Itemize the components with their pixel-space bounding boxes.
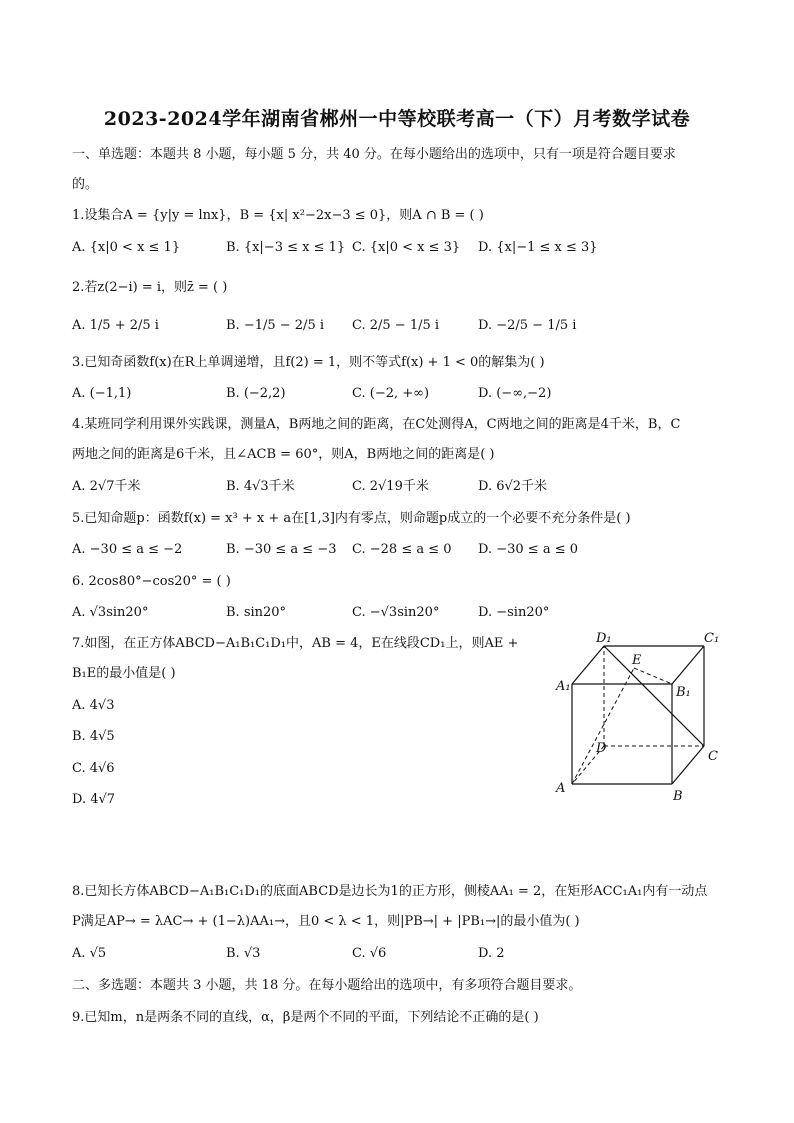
label-B1: B₁ <box>676 685 691 700</box>
question-3-stem: 3.已知奇函数f(x)在R上单调递增，且f(2) = 1，则不等式f(x) + 1 < 0的解集为( ) <box>72 355 545 370</box>
section2-header: 二、多选题：本题共 3 小题，共 18 分。在每小题给出的选项中，有多项符合题目要求。 <box>72 978 582 993</box>
question-1-option-a: A. {x|0 < x ≤ 1} <box>72 240 181 255</box>
question-2-stem: 2.若z(2−i) = i，则z̄ = ( ) <box>72 280 228 295</box>
question-7-option-c: C. 4√6 <box>72 761 115 776</box>
question-4-stem-line1: 4.某班同学利用课外实践课，测量A，B两地之间的距离，在C处测得A，C两地之间的距离是4千米，B，C <box>72 417 681 432</box>
question-1-stem: 1.设集合A = {y|y = lnx}，B = {x| x²−2x−3 ≤ 0}，则A ∩ B = ( ) <box>72 208 484 223</box>
cube-figure <box>552 628 732 804</box>
question-2-option-d: D. −2/5 − 1/5 i <box>478 318 577 333</box>
label-C1: C₁ <box>704 631 720 646</box>
section1-header-line1: 一、单选题：本题共 8 小题，每小题 5 分，共 40 分。在每小题给出的选项中，只有一项是符合题目要求 <box>72 147 676 162</box>
question-4-stem-line2: 两地之间的距离是6千米，且∠ACB = 60°，则A，B两地之间的距离是( ) <box>72 447 495 462</box>
question-7-stem-line1: 7.如图，在正方体ABCD−A₁B₁C₁D₁中，AB = 4，E在线段CD₁上，则AE + <box>72 636 519 651</box>
question-2-option-b: B. −1/5 − 2/5 i <box>226 318 325 333</box>
label-D: D <box>596 741 607 756</box>
question-1-option-c: C. {x|0 < x ≤ 3} <box>352 240 461 255</box>
question-4-option-a: A. 2√7千米 <box>72 479 141 494</box>
question-7-option-a: A. 4√3 <box>72 698 115 713</box>
page-title: 2023-2024学年湖南省郴州一中等校联考高一（下）月考数学试卷 <box>103 108 691 130</box>
question-6-option-a: A. √3sin20° <box>72 605 149 620</box>
question-2-option-c: C. 2/5 − 1/5 i <box>352 318 440 333</box>
question-2-option-a: A. 1/5 + 2/5 i <box>72 318 159 333</box>
label-C: C <box>708 749 718 764</box>
question-6-option-b: B. sin20° <box>226 605 287 620</box>
question-3-option-d: D. (−∞,−2) <box>478 386 552 401</box>
question-3-option-c: C. (−2, +∞) <box>352 386 430 401</box>
label-D1: D₁ <box>596 631 612 646</box>
question-8-stem-line2: P满足AP→ = λAC→ + (1−λ)AA₁→，且0 < λ < 1，则|PB→| + |PB₁→|的最小值为( ) <box>72 914 580 929</box>
question-4-option-d: D. 6√2千米 <box>478 479 548 494</box>
question-3-option-a: A. (−1,1) <box>72 386 132 401</box>
label-A1: A₁ <box>556 679 571 694</box>
question-4-option-c: C. 2√19千米 <box>352 479 429 494</box>
question-5-option-d: D. −30 ≤ a ≤ 0 <box>478 542 578 557</box>
label-E: E <box>632 653 642 668</box>
question-6-option-c: C. −√3sin20° <box>352 605 440 620</box>
question-5-option-a: A. −30 ≤ a ≤ −2 <box>72 542 183 557</box>
question-1-option-d: D. {x|−1 ≤ x ≤ 3} <box>478 240 598 255</box>
question-5-option-c: C. −28 ≤ a ≤ 0 <box>352 542 452 557</box>
question-5-option-b: B. −30 ≤ a ≤ −3 <box>226 542 337 557</box>
question-4-option-b: B. 4√3千米 <box>226 479 295 494</box>
question-7-option-d: D. 4√7 <box>72 792 116 807</box>
label-B: B <box>673 789 683 804</box>
question-8-stem-line1: 8.已知长方体ABCD−A₁B₁C₁D₁的底面ABCD是边长为1的正方形，侧棱AA₁ = 2，在矩形ACC₁A₁内有一动点 <box>72 884 708 899</box>
question-3-option-b: B. (−2,2) <box>226 386 286 401</box>
question-5-stem: 5.已知命题p：函数f(x) = x³ + x + a在[1,3]内有零点，则命题p成立的一个必要不充分条件是( ) <box>72 511 631 526</box>
question-7-stem-line2: B₁E的最小值是( ) <box>72 666 176 681</box>
section1-header-line2: 的。 <box>72 177 99 192</box>
question-9-stem: 9.已知m，n是两条不同的直线，α，β是两个不同的平面，下列结论不正确的是( ) <box>72 1010 539 1025</box>
label-A: A <box>556 781 566 796</box>
question-7-option-b: B. 4√5 <box>72 729 115 744</box>
question-8-option-c: C. √6 <box>352 946 387 961</box>
question-8-option-b: B. √3 <box>226 946 261 961</box>
question-1-option-b: B. {x|−3 ≤ x ≤ 1} <box>226 240 346 255</box>
question-8-option-a: A. √5 <box>72 946 107 961</box>
question-8-option-d: D. 2 <box>478 946 505 961</box>
question-6-option-d: D. −sin20° <box>478 605 550 620</box>
question-6-stem: 6. 2cos80°−cos20° = ( ) <box>72 574 231 589</box>
